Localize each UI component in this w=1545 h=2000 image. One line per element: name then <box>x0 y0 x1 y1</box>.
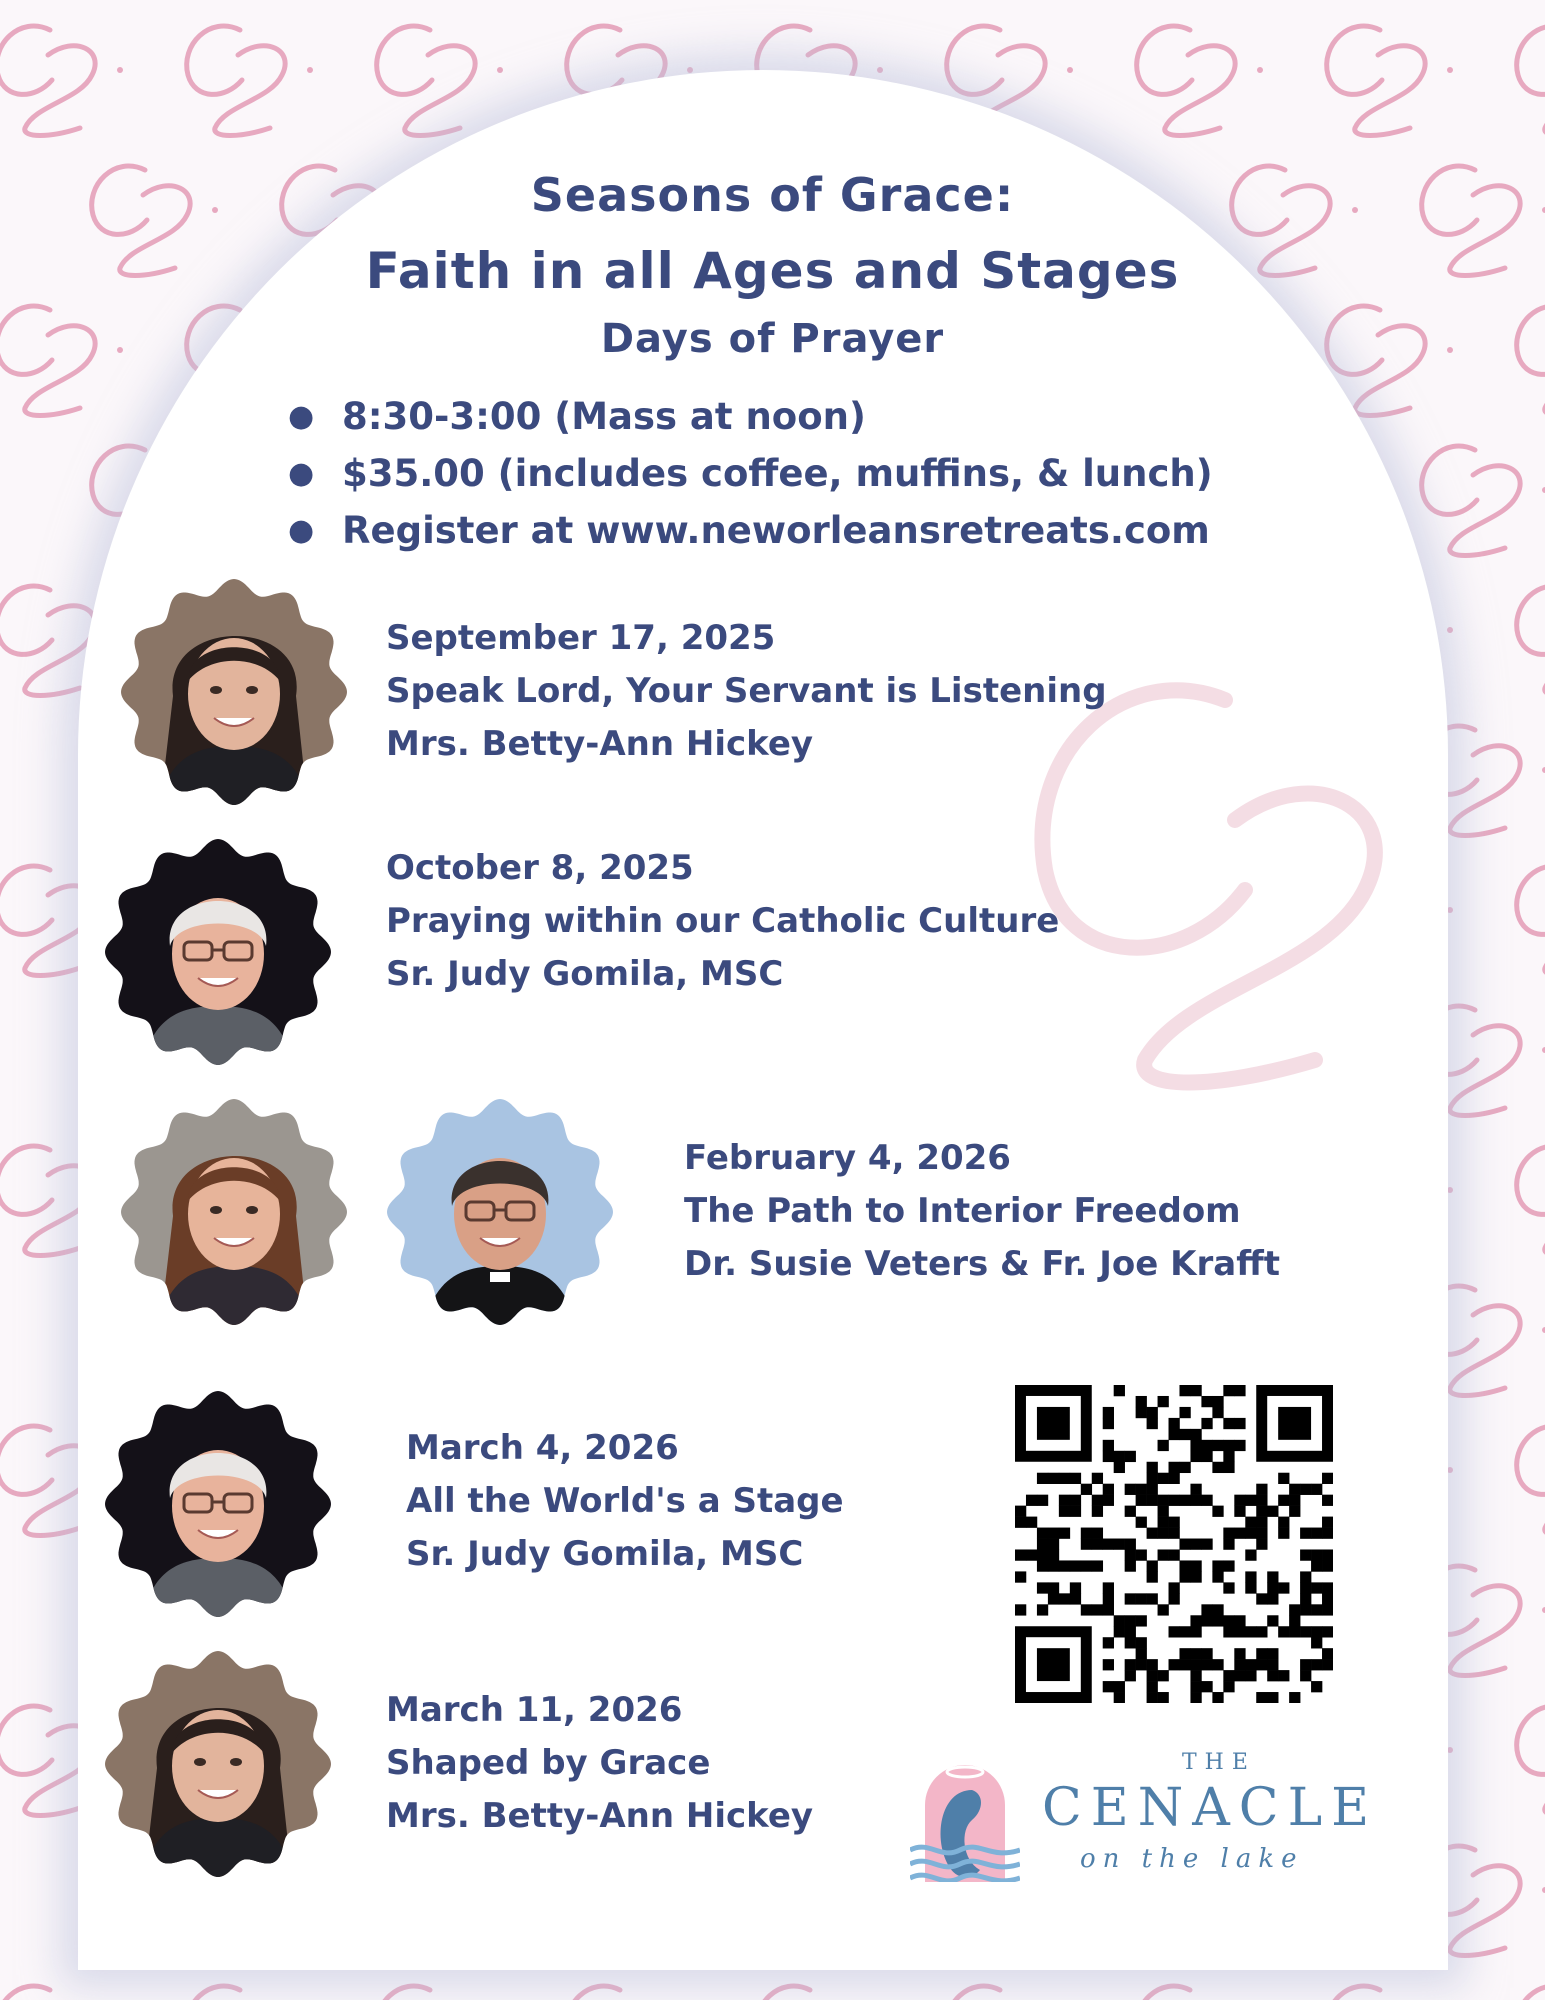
event-march-4 <box>406 1422 844 1581</box>
event-date: February 4, 2026 <box>684 1138 1011 1178</box>
event-title: Shaped by Grace <box>386 1743 711 1783</box>
event-speaker: Sr. Judy Gomila, MSC <box>406 1534 804 1574</box>
cenacle-logo-icon <box>910 1750 1020 1882</box>
speaker-photo-betty-ann-hickey-2 <box>102 1648 334 1880</box>
event-title: Praying within our Catholic Culture <box>386 901 1060 941</box>
logo-tagline-text: on the lake <box>1080 1844 1304 1874</box>
page-subtitle: Days of Prayer <box>600 316 945 362</box>
qr-code-icon[interactable] <box>1015 1385 1333 1703</box>
cenacle-logo <box>910 1750 1390 1890</box>
detail-item-register: ● Register at www.neworleansretreats.com <box>288 509 1210 552</box>
detail-item-price: ● $35.00 (includes coffee, muffins, & lunch) <box>288 452 1213 495</box>
page-title-line1: Seasons of Grace: <box>530 168 1015 222</box>
details-list <box>284 388 1213 559</box>
speaker-photo-judy-gomila <box>102 836 334 1068</box>
event-date: March 11, 2026 <box>386 1690 683 1730</box>
event-october-8 <box>386 842 1059 1001</box>
event-date: September 17, 2025 <box>386 618 776 658</box>
page-title-line2: Faith in all Ages and Stages <box>365 242 1180 300</box>
event-speaker: Mrs. Betty-Ann Hickey <box>386 724 814 764</box>
event-speaker: Sr. Judy Gomila, MSC <box>386 954 784 994</box>
speaker-photo-judy-gomila-2 <box>102 1388 334 1620</box>
logo-name-text: CENACLE <box>1042 1778 1379 1838</box>
speaker-photo-joe-krafft <box>384 1096 616 1328</box>
event-speaker: Mrs. Betty-Ann Hickey <box>386 1796 814 1836</box>
logo-the-text: THE <box>1182 1750 1256 1775</box>
event-title: Speak Lord, Your Servant is Listening <box>386 671 1107 711</box>
event-title: The Path to Interior Freedom <box>684 1191 1241 1231</box>
event-date: October 8, 2025 <box>386 848 694 888</box>
event-title: All the World's a Stage <box>406 1481 844 1521</box>
event-march-11 <box>386 1684 813 1843</box>
event-september-17 <box>386 612 1107 771</box>
speaker-photo-betty-ann-hickey <box>118 576 350 808</box>
detail-item-time: ● 8:30-3:00 (Mass at noon) <box>288 395 866 438</box>
event-date: March 4, 2026 <box>406 1428 679 1468</box>
event-speaker: Dr. Susie Veters & Fr. Joe Krafft <box>684 1244 1281 1284</box>
speaker-photo-susie-veters <box>118 1096 350 1328</box>
event-february-4 <box>684 1132 1280 1291</box>
